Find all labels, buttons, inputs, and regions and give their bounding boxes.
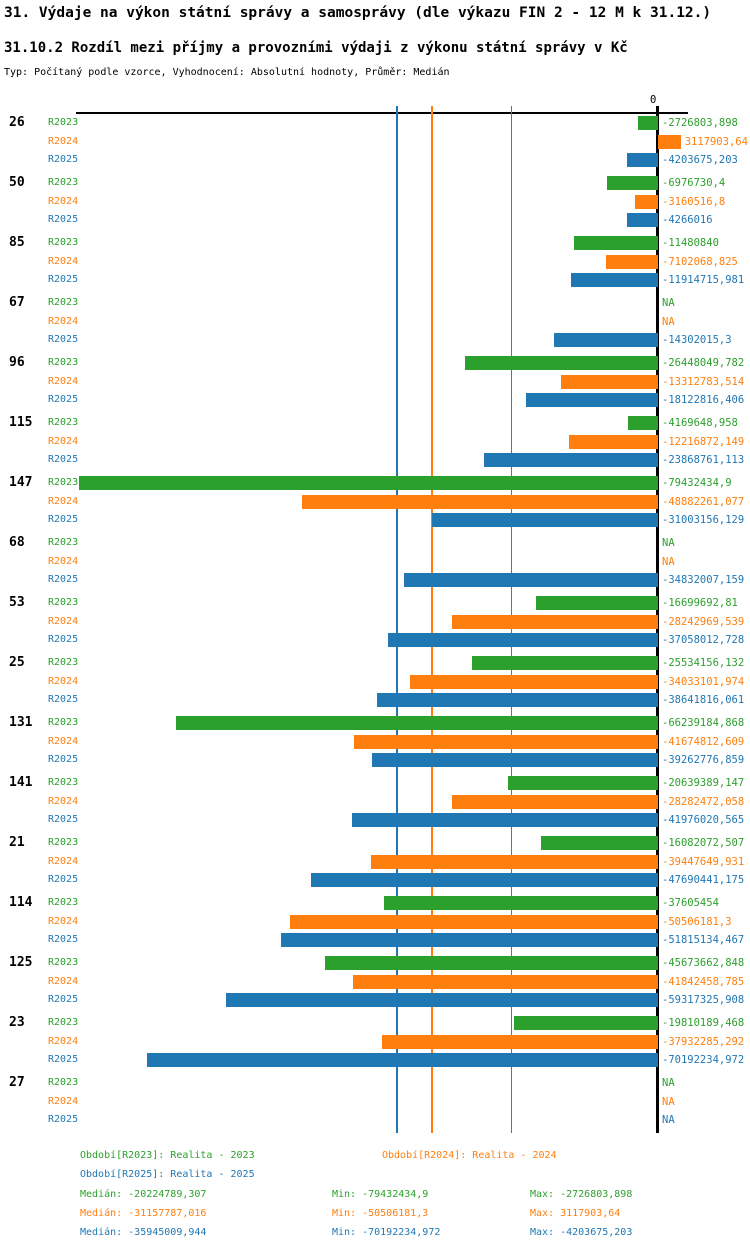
value-label-r2025-26: -4203675,203 [662,154,738,167]
value-label-r2023-141: -20639389,147 [662,777,745,789]
series-label-r2025: R2025 [48,154,79,166]
category-label-141: 141 [9,775,33,790]
series-label-r2023: R2023 [48,297,79,308]
value-label-r2024-23: -37932285,292 [662,1035,745,1048]
legend-r2023: Období[R2023]: Realita - 2023 [80,1150,255,1161]
series-label-r2024: R2024 [48,435,79,447]
bar-r2025-26 [627,153,658,167]
value-label-r2023-26: -2726803,898 [662,117,738,129]
series-label-r2025: R2025 [48,394,79,406]
value-label-r2023-131: -66239184,868 [662,717,745,729]
bar-r2024-96 [561,375,658,389]
series-label-r2024: R2024 [48,915,79,927]
series-label-r2024: R2024 [48,1035,79,1047]
bar-r2024-23 [382,1035,658,1049]
value-label-r2023-25: -25534156,132 [662,657,745,669]
series-label-r2025: R2025 [48,334,79,346]
bar-r2025-21 [311,873,658,887]
value-label-r2023-53: -16699692,81 [662,597,738,609]
series-label-r2024: R2024 [48,1095,79,1107]
series-label-r2025: R2025 [48,574,79,586]
value-label-r2023-147: -79432434,9 [662,477,732,489]
series-label-r2025: R2025 [48,634,79,646]
stat-min-r2025: Min: -70192234,972 [332,1227,441,1238]
bar-r2023-85 [574,236,658,250]
bar-r2024-21 [371,855,658,869]
value-label-r2023-125: -45673662,848 [662,957,745,969]
series-label-r2023: R2023 [48,1017,79,1028]
category-label-147: 147 [9,475,33,490]
series-label-r2023: R2023 [48,117,79,128]
legend-r2025: Období[R2025]: Realita - 2025 [80,1169,255,1180]
series-label-r2024: R2024 [48,555,79,567]
value-label-r2024-147: -48882261,077 [662,495,745,508]
category-label-25: 25 [9,655,25,670]
bar-r2024-115 [569,435,658,449]
category-label-114: 114 [9,895,33,910]
bar-r2023-96 [465,356,658,370]
series-label-r2025: R2025 [48,754,79,766]
series-label-r2025: R2025 [48,514,79,526]
value-label-r2024-26: 3117903,64 [684,135,748,148]
bar-r2025-96 [526,393,658,407]
bar-r2025-50 [627,213,658,227]
bar-r2023-53 [536,596,658,610]
value-label-r2025-68: -34832007,159 [662,574,745,587]
series-label-r2024: R2024 [48,135,79,147]
series-label-r2023: R2023 [48,417,79,428]
series-label-r2025: R2025 [48,694,79,706]
series-label-r2024: R2024 [48,315,79,327]
series-label-r2025: R2025 [48,1114,79,1126]
bar-r2023-114 [384,896,658,910]
value-label-r2024-114: -50506181,3 [662,915,732,928]
category-label-27: 27 [9,1075,25,1090]
bar-r2024-85 [606,255,658,269]
category-label-131: 131 [9,715,33,730]
value-label-r2025-53: -37058012,728 [662,634,745,647]
series-label-r2023: R2023 [48,717,79,728]
value-label-r2024-50: -3160516,8 [662,195,726,208]
stat-min-r2024: Min: -50506181,3 [332,1208,429,1219]
category-label-26: 26 [9,115,25,130]
value-label-r2025-25: -38641816,061 [662,694,745,707]
category-label-53: 53 [9,595,25,610]
series-label-r2024: R2024 [48,735,79,747]
stat-median-r2024: Medián: -31157787,016 [80,1208,207,1219]
category-label-21: 21 [9,835,25,850]
series-label-r2023: R2023 [48,1077,79,1088]
stat-max-r2025: Max: -4203675,203 [530,1227,633,1238]
value-label-r2025-131: -39262776,859 [662,754,745,767]
value-label-r2025-23: -70192234,972 [662,1054,745,1067]
value-label-r2023-85: -11480840 [662,237,719,249]
value-label-r2023-68: NA [662,537,675,549]
category-label-67: 67 [9,295,25,310]
bar-r2025-115 [484,453,658,467]
bar-r2023-115 [628,416,658,430]
value-label-r2025-114: -51815134,467 [662,934,745,947]
value-label-r2023-50: -6976730,4 [662,177,726,189]
value-label-r2025-115: -23868761,113 [662,454,745,467]
bar-r2024-50 [635,195,658,209]
series-label-r2023: R2023 [48,357,79,368]
series-label-r2023: R2023 [48,837,79,848]
legend-r2024: Období[R2024]: Realita - 2024 [382,1150,557,1161]
series-label-r2024: R2024 [48,675,79,687]
bar-r2025-114 [281,933,658,947]
bar-r2023-25 [472,656,658,670]
series-label-r2025: R2025 [48,994,79,1006]
value-label-r2024-85: -7102068,825 [662,255,738,268]
value-label-r2024-67: NA [662,315,675,328]
bar-r2024-131 [354,735,658,749]
value-label-r2023-67: NA [662,297,675,309]
value-label-r2023-115: -4169648,958 [662,417,738,429]
bar-r2025-68 [404,573,658,587]
stat-max-r2023: Max: -2726803,898 [530,1189,633,1200]
category-label-115: 115 [9,415,33,430]
stat-median-r2025: Medián: -35945009,944 [80,1227,207,1238]
chart-meta-info: Typ: Počítaný podle vzorce, Vyhodnocení: Absolutní hodnoty, Průměr: Medián [4,67,450,78]
stat-median-r2023: Medián: -20224789,307 [80,1189,207,1200]
series-label-r2023: R2023 [48,897,79,908]
value-label-r2025-50: -4266016 [662,214,713,227]
category-label-85: 85 [9,235,25,250]
series-label-r2023: R2023 [48,777,79,788]
series-label-r2023: R2023 [48,177,79,188]
bar-r2025-131 [372,753,658,767]
value-label-r2024-25: -34033101,974 [662,675,745,688]
series-label-r2024: R2024 [48,375,79,387]
series-label-r2024: R2024 [48,495,79,507]
value-label-r2023-27: NA [662,1077,675,1089]
bar-r2024-114 [290,915,658,929]
value-label-r2024-125: -41842458,785 [662,975,745,988]
bar-r2025-53 [388,633,658,647]
value-label-r2023-21: -16082072,507 [662,837,745,849]
value-label-r2024-27: NA [662,1095,675,1108]
series-label-r2024: R2024 [48,615,79,627]
bar-r2024-26 [658,135,681,149]
bar-r2024-147 [302,495,658,509]
series-label-r2024: R2024 [48,195,79,207]
bar-r2025-67 [554,333,658,347]
value-label-r2024-21: -39447649,931 [662,855,745,868]
value-label-r2025-125: -59317325,908 [662,994,745,1007]
stat-min-r2023: Min: -79432434,9 [332,1189,429,1200]
value-label-r2024-141: -28282472,058 [662,795,745,808]
bar-r2023-125 [325,956,658,970]
bar-r2025-23 [147,1053,658,1067]
bar-r2024-53 [452,615,658,629]
bar-r2025-147 [432,513,658,527]
bar-r2024-141 [452,795,658,809]
section-title: 31.10.2 Rozdíl mezi příjmy a provozními výdaji z výkonu státní správy v Kč [4,40,628,56]
category-label-23: 23 [9,1015,25,1030]
series-label-r2023: R2023 [48,537,79,548]
series-label-r2023: R2023 [48,957,79,968]
series-label-r2025: R2025 [48,214,79,226]
series-label-r2024: R2024 [48,255,79,267]
bar-r2025-125 [226,993,658,1007]
zero-axis-label: 0 [650,94,657,106]
series-label-r2024: R2024 [48,975,79,987]
value-label-r2023-96: -26448049,782 [662,357,745,369]
series-label-r2025: R2025 [48,874,79,886]
series-label-r2025: R2025 [48,1054,79,1066]
series-label-r2025: R2025 [48,934,79,946]
report-title: 31. Výdaje na výkon státní správy a samosprávy (dle výkazu FIN 2 - 12 M k 31.12.) [4,5,712,21]
value-label-r2025-67: -14302015,3 [662,334,732,347]
value-label-r2025-21: -47690441,175 [662,874,745,887]
series-label-r2023: R2023 [48,597,79,608]
value-label-r2024-96: -13312783,514 [662,375,745,388]
series-label-r2023: R2023 [48,477,79,488]
value-label-r2024-53: -28242969,539 [662,615,745,628]
value-label-r2025-96: -18122816,406 [662,394,745,407]
value-label-r2024-131: -41674812,609 [662,735,745,748]
bar-r2023-21 [541,836,658,850]
category-label-68: 68 [9,535,25,550]
bar-r2024-125 [353,975,658,989]
stat-max-r2024: Max: 3117903,64 [530,1208,621,1219]
series-label-r2024: R2024 [48,795,79,807]
series-label-r2025: R2025 [48,274,79,286]
bar-r2025-25 [377,693,658,707]
value-label-r2024-68: NA [662,555,675,568]
bar-r2025-141 [352,813,658,827]
top-axis-line [76,112,688,114]
value-label-r2025-147: -31003156,129 [662,514,745,527]
value-label-r2023-114: -37605454 [662,897,719,909]
bar-r2023-141 [508,776,658,790]
category-label-50: 50 [9,175,25,190]
bar-r2024-25 [410,675,658,689]
value-label-r2025-141: -41976020,565 [662,814,745,827]
value-label-r2025-27: NA [662,1114,675,1127]
bar-r2023-50 [607,176,658,190]
series-label-r2023: R2023 [48,237,79,248]
series-label-r2024: R2024 [48,855,79,867]
bar-r2023-23 [514,1016,658,1030]
value-label-r2025-85: -11914715,981 [662,274,745,287]
category-label-96: 96 [9,355,25,370]
series-label-r2025: R2025 [48,814,79,826]
series-label-r2023: R2023 [48,657,79,668]
series-label-r2025: R2025 [48,454,79,466]
bar-r2025-85 [571,273,658,287]
value-label-r2023-23: -19810189,468 [662,1017,745,1029]
value-label-r2024-115: -12216872,149 [662,435,745,448]
bar-r2023-26 [638,116,658,130]
bar-r2023-131 [176,716,658,730]
bar-r2023-147 [79,476,658,490]
category-label-125: 125 [9,955,33,970]
